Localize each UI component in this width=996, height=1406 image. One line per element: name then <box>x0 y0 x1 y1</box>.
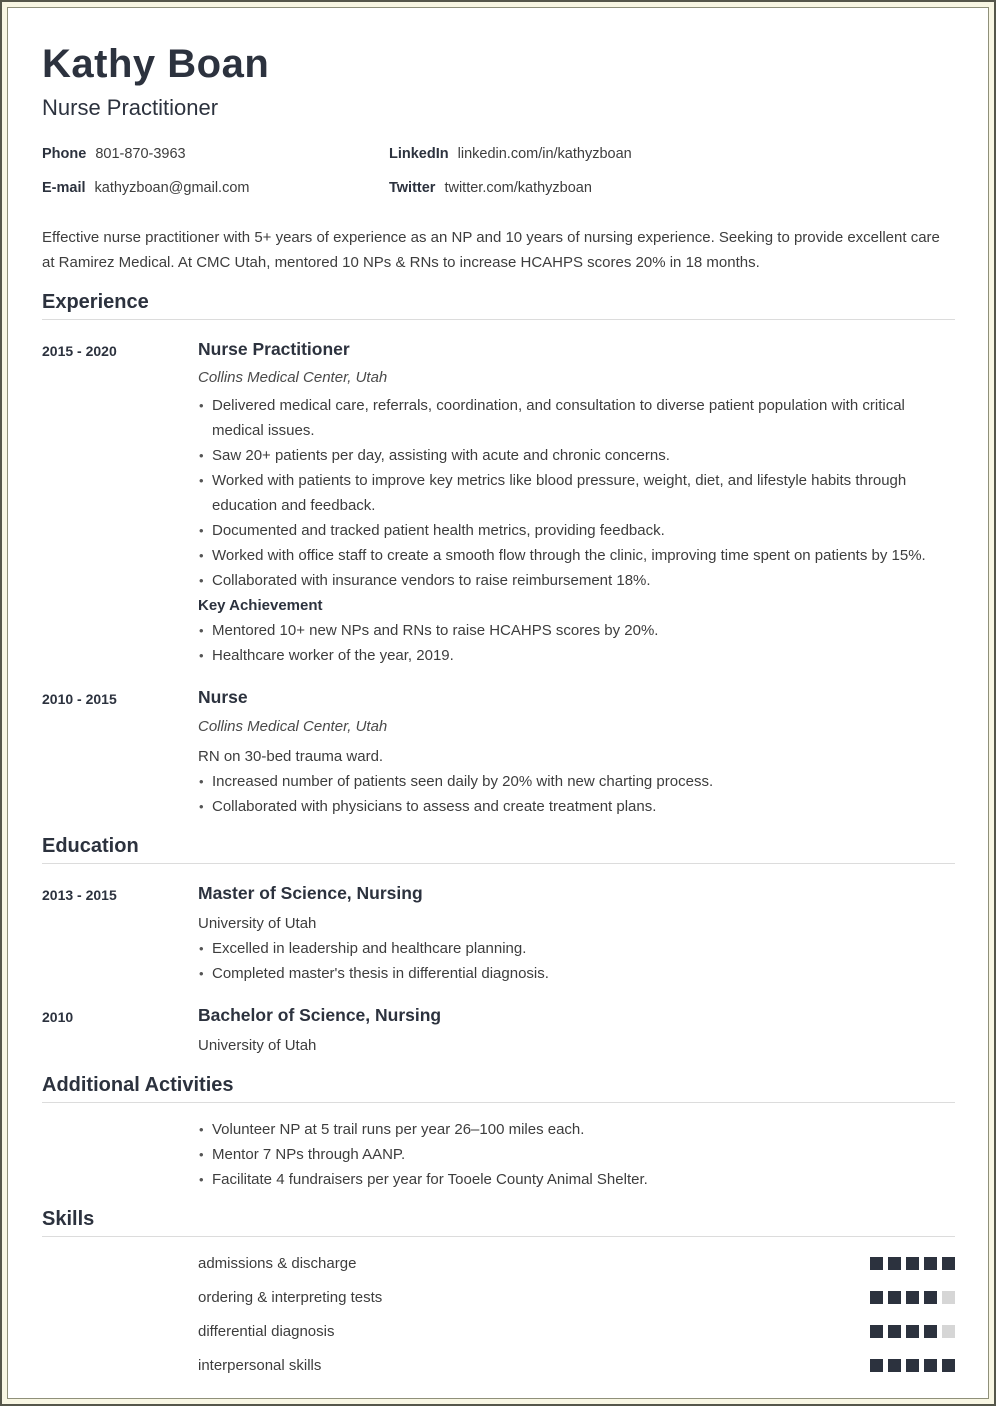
skill-level-square <box>888 1291 901 1304</box>
skill-label: differential diagnosis <box>198 1323 335 1340</box>
skill-level-square <box>870 1359 883 1372</box>
bullet-item: • Saw 20+ patients per day, assisting with acute and chronic concerns. <box>198 443 955 468</box>
skill-label: interpersonal skills <box>198 1357 322 1374</box>
skill-level-square <box>942 1359 955 1372</box>
bullet-item: • Volunteer NP at 5 trail runs per year 26–100 miles each. <box>198 1117 955 1142</box>
contact-linkedin-label: LinkedIn <box>389 146 449 162</box>
bullet-item: • Delivered medical care, referrals, coordination, and consultation to diverse patient population with critical medical issues. <box>198 393 955 443</box>
contact-email <box>42 180 389 196</box>
summary-text: Effective nurse practitioner with 5+ years of experience as an NP and 10 years of nursing experience. Seeking to provide excellent care at Ramirez Medical. At CMC Utah, mentored 10 NPs & RNs to increase HCAHPS scores 20% in 18 months. <box>42 229 940 271</box>
skill-label: admissions & discharge <box>198 1255 357 1272</box>
job-title-subtitle: Nurse Practitioner <box>42 95 219 120</box>
section-heading-additional-activities: Additional Activities <box>42 1074 955 1103</box>
bullet-item: • Worked with patients to improve key metrics like blood pressure, weight, diet, and lifestyle habits through education and feedback. <box>198 468 955 518</box>
contact-linkedin <box>389 146 955 162</box>
key-achievement-label: Key Achievement <box>198 597 323 615</box>
education-entry <box>42 884 955 986</box>
contact-twitter-label: Twitter <box>389 180 436 196</box>
company-name: Collins Medical Center, Utah <box>198 369 388 387</box>
job-title: Nurse <box>198 687 248 708</box>
bullet-item: • Collaborated with physicians to assess and create treatment plans. <box>198 794 955 819</box>
skill-level-square <box>924 1325 937 1338</box>
bullet-item: • Documented and tracked patient health metrics, providing feedback. <box>198 518 955 543</box>
bullet-item: • Healthcare worker of the year, 2019. <box>198 643 955 668</box>
company-name: Collins Medical Center, Utah <box>198 717 388 735</box>
contact-info <box>42 146 955 196</box>
education-entry <box>42 1006 955 1058</box>
skill-row <box>198 1290 955 1305</box>
skill-level-square <box>888 1359 901 1372</box>
skill-level-square <box>942 1257 955 1270</box>
contact-twitter <box>389 180 955 196</box>
date-range: 2015 - 2020 <box>42 343 117 359</box>
skill-level-square <box>924 1257 937 1270</box>
contact-email-value: kathyzboan@gmail.com <box>94 180 250 196</box>
skill-level-meter <box>865 1359 955 1372</box>
contact-twitter-value: twitter.com/kathyzboan <box>444 180 592 196</box>
experience-entry <box>42 688 955 818</box>
contact-phone <box>42 146 389 162</box>
skill-level-square <box>906 1359 919 1372</box>
skill-label: ordering & interpreting tests <box>198 1289 383 1306</box>
bullet-item: • Mentor 7 NPs through AANP. <box>198 1142 955 1167</box>
skill-level-square <box>888 1325 901 1338</box>
date-range: 2010 - 2015 <box>42 691 117 708</box>
job-title: Nurse Practitioner <box>198 339 350 359</box>
skill-level-square <box>870 1257 883 1270</box>
page-title: Kathy Boan <box>42 42 270 86</box>
bullet-item: • Facilitate 4 fundraisers per year for Tooele County Animal Shelter. <box>198 1167 955 1192</box>
skill-level-meter <box>865 1257 955 1270</box>
experience-entry <box>42 340 955 668</box>
bullet-item: • Worked with office staff to create a smooth flow through the clinic, improving time spent on patients by 15%. <box>198 543 955 568</box>
section-heading-skills: Skills <box>42 1208 955 1237</box>
skill-level-square <box>870 1291 883 1304</box>
school-name: University of Utah <box>198 1037 317 1054</box>
job-note: RN on 30-bed trauma ward. <box>198 747 384 765</box>
skill-level-meter <box>865 1325 955 1338</box>
skill-level-square <box>906 1291 919 1304</box>
contact-email-label: E-mail <box>42 180 86 196</box>
resume-page <box>7 7 989 1399</box>
contact-linkedin-value: linkedin.com/in/kathyzboan <box>457 146 632 162</box>
skill-level-square <box>888 1257 901 1270</box>
skill-level-square <box>924 1291 937 1304</box>
date-range: 2013 - 2015 <box>42 886 117 903</box>
skill-level-square <box>906 1257 919 1270</box>
date-range: 2010 <box>42 1008 74 1025</box>
degree-title: Bachelor of Science, Nursing <box>198 1004 442 1025</box>
skill-level-square <box>906 1325 919 1338</box>
skill-row <box>198 1256 955 1271</box>
bullet-item: • Completed master's thesis in differential diagnosis. <box>198 961 955 986</box>
contact-phone-label: Phone <box>42 146 87 162</box>
school-name: University of Utah <box>198 914 317 932</box>
degree-title: Master of Science, Nursing <box>198 882 423 903</box>
skills-list <box>42 1256 955 1373</box>
bullet-item: • Collaborated with insurance vendors to raise reimbursement 18%. <box>198 568 955 593</box>
skill-level-square <box>942 1325 955 1338</box>
bullet-item: • Mentored 10+ new NPs and RNs to raise HCAHPS scores by 20%. <box>198 618 955 643</box>
section-heading-education: Education <box>42 835 955 864</box>
contact-phone-value: 801-870-3963 <box>95 146 186 162</box>
bullet-item: • Excelled in leadership and healthcare planning. <box>198 936 955 961</box>
skill-row <box>198 1324 955 1339</box>
skill-level-meter <box>865 1291 955 1304</box>
bullet-item: • Increased number of patients seen daily by 20% with new charting process. <box>198 769 955 794</box>
skill-row <box>198 1358 955 1373</box>
skill-level-square <box>870 1325 883 1338</box>
additional-activities-list <box>198 1117 955 1192</box>
skill-level-square <box>924 1359 937 1372</box>
skill-level-square <box>942 1291 955 1304</box>
section-heading-experience: Experience <box>42 291 955 320</box>
